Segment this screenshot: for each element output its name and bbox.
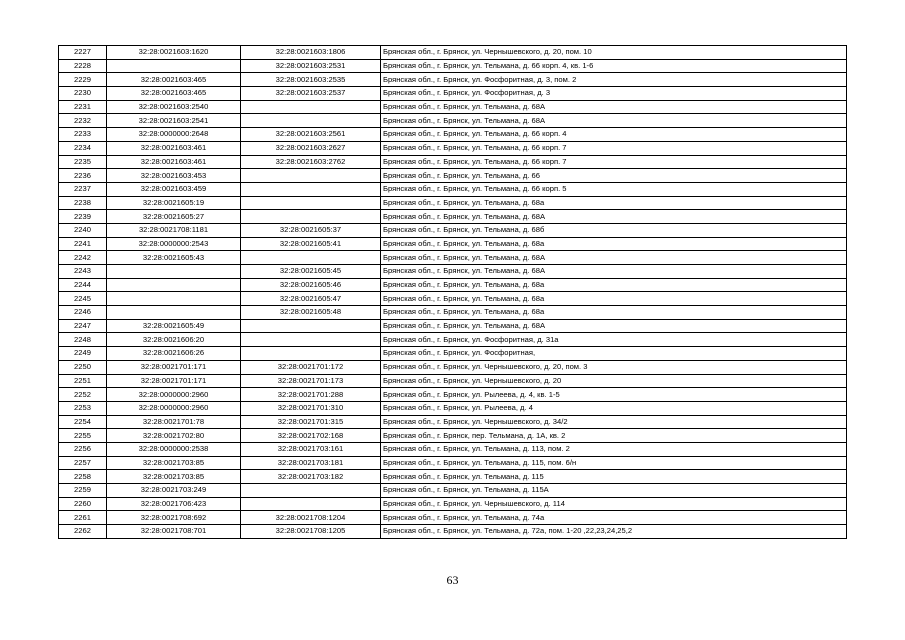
address-cell: Брянская обл., г. Брянск, ул. Тельмана, д. 66 (381, 169, 847, 183)
cadastral-number-cell: 32:28:0000000:2960 (107, 401, 241, 415)
table-row (59, 456, 847, 470)
cadastral-number-cell: 32:28:0021701:315 (241, 415, 381, 429)
cadastral-number-cell: 32:28:0021701:173 (241, 374, 381, 388)
row-number-cell: 2238 (59, 196, 107, 210)
cadastral-number-cell: 32:28:0021603:465 (107, 73, 241, 87)
address-cell: Брянская обл., г. Брянск, ул. Фосфоритная, д. 31а (381, 333, 847, 347)
table-row (59, 388, 847, 402)
cadastral-number-cell: 32:28:0021605:49 (107, 319, 241, 333)
cadastral-number-cell: 32:28:0021708:701 (107, 525, 241, 539)
row-number-cell: 2239 (59, 210, 107, 224)
row-number-cell: 2232 (59, 114, 107, 128)
cadastral-number-cell: 32:28:0021605:19 (107, 196, 241, 210)
row-number-cell: 2254 (59, 415, 107, 429)
cadastral-number-cell: 32:28:0000000:2543 (107, 237, 241, 251)
table-row (59, 73, 847, 87)
cadastral-number-cell (241, 333, 381, 347)
cadastral-number-cell: 32:28:0021605:37 (241, 223, 381, 237)
cadastral-number-cell: 32:28:0021706:423 (107, 497, 241, 511)
cadastral-number-cell: 32:28:0021603:461 (107, 141, 241, 155)
cadastral-table (58, 45, 847, 539)
address-cell: Брянская обл., г. Брянск, ул. Рылеева, д. 4, кв. 1-5 (381, 388, 847, 402)
address-cell: Брянская обл., г. Брянск, пер. Тельмана, д. 1А, кв. 2 (381, 429, 847, 443)
table-row (59, 196, 847, 210)
cadastral-number-cell: 32:28:0021703:85 (107, 456, 241, 470)
table-row (59, 210, 847, 224)
cadastral-number-cell (107, 292, 241, 306)
cadastral-number-cell: 32:28:0021605:46 (241, 278, 381, 292)
cadastral-number-cell: 32:28:0021603:2531 (241, 59, 381, 73)
address-cell: Брянская обл., г. Брянск, ул. Тельмана, д. 68А (381, 100, 847, 114)
table-row (59, 141, 847, 155)
cadastral-number-cell: 32:28:0021603:2535 (241, 73, 381, 87)
table-body (59, 46, 847, 539)
address-cell: Брянская обл., г. Брянск, ул. Тельмана, д. 68А (381, 265, 847, 279)
cadastral-number-cell: 32:28:0021703:161 (241, 442, 381, 456)
table-row (59, 470, 847, 484)
cadastral-number-cell (241, 484, 381, 498)
row-number-cell: 2227 (59, 46, 107, 60)
cadastral-number-cell: 32:28:0021605:43 (107, 251, 241, 265)
row-number-cell: 2235 (59, 155, 107, 169)
row-number-cell: 2247 (59, 319, 107, 333)
cadastral-number-cell: 32:28:0021603:2540 (107, 100, 241, 114)
cadastral-number-cell: 32:28:0021605:27 (107, 210, 241, 224)
cadastral-number-cell (241, 319, 381, 333)
table-row (59, 525, 847, 539)
cadastral-number-cell: 32:28:0021605:45 (241, 265, 381, 279)
cadastral-number-cell: 32:28:0021603:459 (107, 182, 241, 196)
table-row (59, 169, 847, 183)
row-number-cell: 2262 (59, 525, 107, 539)
row-number-cell: 2236 (59, 169, 107, 183)
cadastral-number-cell: 32:28:0021605:48 (241, 306, 381, 320)
cadastral-number-cell: 32:28:0000000:2960 (107, 388, 241, 402)
address-cell: Брянская обл., г. Брянск, ул. Тельмана, д. 74а (381, 511, 847, 525)
cadastral-number-cell: 32:28:0021606:26 (107, 347, 241, 361)
cadastral-number-cell (241, 497, 381, 511)
address-cell: Брянская обл., г. Брянск, ул. Тельмана, д. 115 (381, 470, 847, 484)
table-row (59, 292, 847, 306)
address-cell: Брянская обл., г. Брянск, ул. Чернышевского, д. 20, пом. 3 (381, 360, 847, 374)
cadastral-number-cell: 32:28:0021603:2627 (241, 141, 381, 155)
row-number-cell: 2240 (59, 223, 107, 237)
address-cell: Брянская обл., г. Брянск, ул. Чернышевского, д. 114 (381, 497, 847, 511)
address-cell: Брянская обл., г. Брянск, ул. Тельмана, д. 115, пом. 6/н (381, 456, 847, 470)
row-number-cell: 2228 (59, 59, 107, 73)
address-cell: Брянская обл., г. Брянск, ул. Фосфоритная, д. 3 (381, 87, 847, 101)
table-row (59, 59, 847, 73)
cadastral-number-cell: 32:28:0021703:182 (241, 470, 381, 484)
cadastral-number-cell: 32:28:0021703:85 (107, 470, 241, 484)
cadastral-number-cell (107, 306, 241, 320)
row-number-cell: 2241 (59, 237, 107, 251)
row-number-cell: 2250 (59, 360, 107, 374)
table-row (59, 237, 847, 251)
table-row (59, 128, 847, 142)
row-number-cell: 2231 (59, 100, 107, 114)
table-row (59, 100, 847, 114)
cadastral-number-cell: 32:28:0021606:20 (107, 333, 241, 347)
cadastral-number-cell: 32:28:0021603:2541 (107, 114, 241, 128)
address-cell: Брянская обл., г. Брянск, ул. Тельмана, д. 66 корп. 7 (381, 141, 847, 155)
address-cell: Брянская обл., г. Брянск, ул. Тельмана, д. 68А (381, 210, 847, 224)
address-cell: Брянская обл., г. Брянск, ул. Тельмана, д. 68а (381, 278, 847, 292)
address-cell: Брянская обл., г. Брянск, ул. Фосфоритная, (381, 347, 847, 361)
row-number-cell: 2252 (59, 388, 107, 402)
row-number-cell: 2259 (59, 484, 107, 498)
table-row (59, 182, 847, 196)
address-cell: Брянская обл., г. Брянск, ул. Рылеева, д. 4 (381, 401, 847, 415)
table-row (59, 278, 847, 292)
cadastral-number-cell: 32:28:0021702:80 (107, 429, 241, 443)
cadastral-number-cell: 32:28:0021603:465 (107, 87, 241, 101)
row-number-cell: 2244 (59, 278, 107, 292)
table-row (59, 306, 847, 320)
table-row (59, 87, 847, 101)
row-number-cell: 2261 (59, 511, 107, 525)
cadastral-number-cell: 32:28:0021701:78 (107, 415, 241, 429)
cadastral-number-cell: 32:28:0000000:2648 (107, 128, 241, 142)
address-cell: Брянская обл., г. Брянск, ул. Тельмана, д. 66 корп. 4, кв. 1-6 (381, 59, 847, 73)
table-row (59, 374, 847, 388)
cadastral-number-cell (241, 347, 381, 361)
address-cell: Брянская обл., г. Брянск, ул. Чернышевского, д. 34/2 (381, 415, 847, 429)
row-number-cell: 2237 (59, 182, 107, 196)
cadastral-number-cell: 32:28:0021702:168 (241, 429, 381, 443)
table-row (59, 401, 847, 415)
address-cell: Брянская обл., г. Брянск, ул. Тельмана, д. 68А (381, 319, 847, 333)
cadastral-number-cell: 32:28:0000000:2538 (107, 442, 241, 456)
table-row (59, 251, 847, 265)
table-row (59, 497, 847, 511)
cadastral-number-cell (241, 251, 381, 265)
cadastral-number-cell: 32:28:0021605:47 (241, 292, 381, 306)
address-cell: Брянская обл., г. Брянск, ул. Чернышевского, д. 20, пом. 10 (381, 46, 847, 60)
cadastral-number-cell (241, 182, 381, 196)
row-number-cell: 2229 (59, 73, 107, 87)
cadastral-number-cell (241, 114, 381, 128)
row-number-cell: 2248 (59, 333, 107, 347)
cadastral-number-cell (107, 278, 241, 292)
cadastral-number-cell: 32:28:0021603:1620 (107, 46, 241, 60)
cadastral-number-cell: 32:28:0021701:288 (241, 388, 381, 402)
cadastral-number-cell: 32:28:0021603:461 (107, 155, 241, 169)
cadastral-number-cell: 32:28:0021708:1205 (241, 525, 381, 539)
address-cell: Брянская обл., г. Брянск, ул. Тельмана, д. 113, пом. 2 (381, 442, 847, 456)
table-row (59, 360, 847, 374)
cadastral-number-cell: 32:28:0021703:181 (241, 456, 381, 470)
row-number-cell: 2233 (59, 128, 107, 142)
row-number-cell: 2245 (59, 292, 107, 306)
cadastral-number-cell (241, 100, 381, 114)
cadastral-number-cell (107, 265, 241, 279)
row-number-cell: 2255 (59, 429, 107, 443)
address-cell: Брянская обл., г. Брянск, ул. Тельмана, д. 68б (381, 223, 847, 237)
cadastral-number-cell: 32:28:0021701:172 (241, 360, 381, 374)
cadastral-number-cell: 32:28:0021603:2561 (241, 128, 381, 142)
cadastral-number-cell: 32:28:0021603:1806 (241, 46, 381, 60)
table-row (59, 415, 847, 429)
address-cell: Брянская обл., г. Брянск, ул. Тельмана, д. 66 корп. 5 (381, 182, 847, 196)
cadastral-number-cell: 32:28:0021703:249 (107, 484, 241, 498)
cadastral-number-cell: 32:28:0021603:2762 (241, 155, 381, 169)
table-row (59, 484, 847, 498)
row-number-cell: 2230 (59, 87, 107, 101)
row-number-cell: 2258 (59, 470, 107, 484)
row-number-cell: 2242 (59, 251, 107, 265)
cadastral-number-cell: 32:28:0021603:453 (107, 169, 241, 183)
row-number-cell: 2256 (59, 442, 107, 456)
table-row (59, 265, 847, 279)
cadastral-number-cell: 32:28:0021701:171 (107, 360, 241, 374)
address-cell: Брянская обл., г. Брянск, ул. Тельмана, д. 66 корп. 7 (381, 155, 847, 169)
table-row (59, 442, 847, 456)
cadastral-number-cell: 32:28:0021605:41 (241, 237, 381, 251)
address-cell: Брянская обл., г. Брянск, ул. Тельмана, д. 68а (381, 292, 847, 306)
row-number-cell: 2243 (59, 265, 107, 279)
table-row (59, 333, 847, 347)
address-cell: Брянская обл., г. Брянск, ул. Тельмана, д. 68А (381, 114, 847, 128)
address-cell: Брянская обл., г. Брянск, ул. Тельмана, д. 68а (381, 196, 847, 210)
table-row (59, 223, 847, 237)
row-number-cell: 2257 (59, 456, 107, 470)
address-cell: Брянская обл., г. Брянск, ул. Фосфоритная, д. 3, пом. 2 (381, 73, 847, 87)
table-row (59, 429, 847, 443)
page-number: 63 (446, 573, 459, 587)
cadastral-number-cell: 32:28:0021603:2537 (241, 87, 381, 101)
cadastral-number-cell: 32:28:0021708:1204 (241, 511, 381, 525)
address-cell: Брянская обл., г. Брянск, ул. Тельмана, д. 72а, пом. 1-20 ,22,23,24,25,2 (381, 525, 847, 539)
address-cell: Брянская обл., г. Брянск, ул. Чернышевского, д. 20 (381, 374, 847, 388)
row-number-cell: 2246 (59, 306, 107, 320)
table-row (59, 347, 847, 361)
cadastral-number-cell (107, 59, 241, 73)
row-number-cell: 2249 (59, 347, 107, 361)
address-cell: Брянская обл., г. Брянск, ул. Тельмана, д. 68А (381, 251, 847, 265)
cadastral-number-cell (241, 169, 381, 183)
table-row (59, 319, 847, 333)
table-row (59, 511, 847, 525)
cadastral-number-cell: 32:28:0021701:310 (241, 401, 381, 415)
cadastral-number-cell (241, 196, 381, 210)
cadastral-number-cell: 32:28:0021701:171 (107, 374, 241, 388)
cadastral-number-cell: 32:28:0021708:1181 (107, 223, 241, 237)
cadastral-number-cell (241, 210, 381, 224)
table-row (59, 114, 847, 128)
address-cell: Брянская обл., г. Брянск, ул. Тельмана, д. 68а (381, 306, 847, 320)
address-cell: Брянская обл., г. Брянск, ул. Тельмана, д. 115А (381, 484, 847, 498)
address-cell: Брянская обл., г. Брянск, ул. Тельмана, д. 68а (381, 237, 847, 251)
row-number-cell: 2253 (59, 401, 107, 415)
table-row (59, 155, 847, 169)
address-cell: Брянская обл., г. Брянск, ул. Тельмана, д. 66 корп. 4 (381, 128, 847, 142)
row-number-cell: 2234 (59, 141, 107, 155)
row-number-cell: 2251 (59, 374, 107, 388)
row-number-cell: 2260 (59, 497, 107, 511)
table-row (59, 46, 847, 60)
cadastral-number-cell: 32:28:0021708:692 (107, 511, 241, 525)
